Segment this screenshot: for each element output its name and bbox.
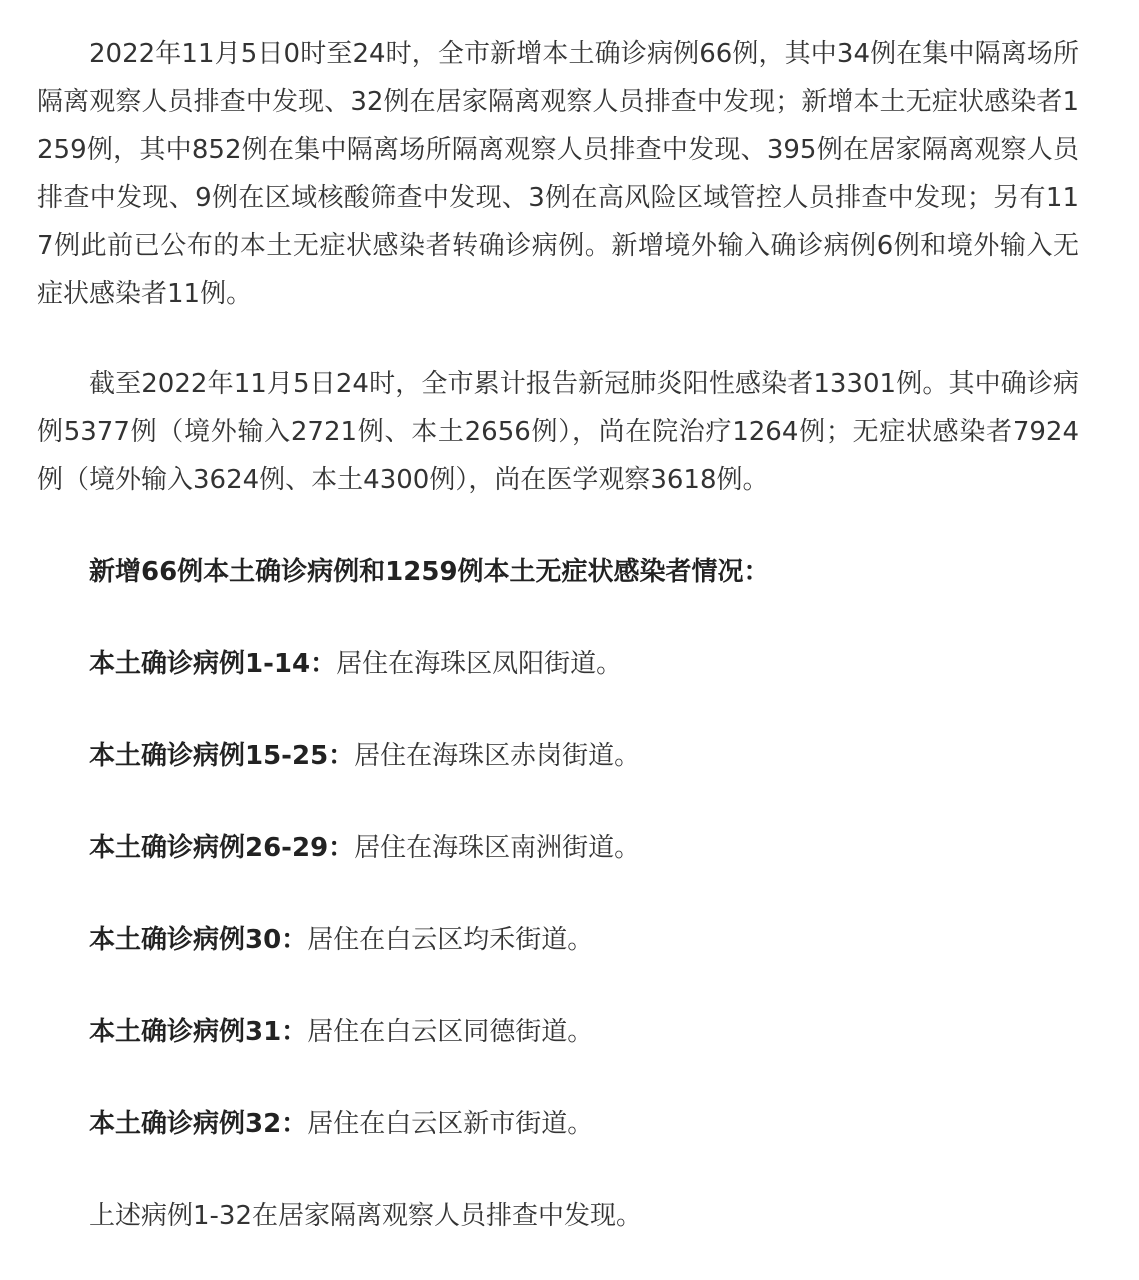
case-item bbox=[37, 732, 1079, 780]
case-label: 本土确诊病例26-29： bbox=[89, 833, 355, 863]
case-label: 本土确诊病例1-14： bbox=[89, 649, 337, 679]
case-item bbox=[37, 1008, 1079, 1056]
footer-note: 上述病例1-32在居家隔离观察人员排查中发现。 bbox=[89, 1201, 643, 1231]
case-item bbox=[37, 640, 1079, 688]
case-location: 居住在白云区新市街道。 bbox=[307, 1109, 594, 1139]
case-location: 居住在海珠区凤阳街道。 bbox=[336, 649, 623, 679]
case-location: 居住在海珠区赤岗街道。 bbox=[354, 741, 641, 771]
case-item bbox=[37, 1100, 1079, 1148]
case-label: 本土确诊病例32： bbox=[89, 1109, 308, 1139]
case-location: 居住在白云区均禾街道。 bbox=[307, 925, 594, 955]
article-body bbox=[37, 30, 1079, 1240]
daily-summary-paragraph: 2022年11月5日0时至24时，全市新增本土确诊病例66例，其中34例在集中隔离场所隔离观察人员排查中发现、32例在居家隔离观察人员排查中发现；新增本土无症状感染者1259例，其中852例在集中隔离场所隔离观察人员排查中发现、395例在居家隔离观察人员排查中发现、9例在区域核酸筛查中发现、3例在高风险区域管控人员排查中发现；另有117例此前已公布的本土无症状感染者转确诊病例。新增境外输入确诊病例6例和境外输入无症状感染者11例。 bbox=[37, 39, 1079, 309]
case-item bbox=[37, 824, 1079, 872]
case-label: 本土确诊病例30： bbox=[89, 925, 308, 955]
case-location: 居住在白云区同德街道。 bbox=[307, 1017, 594, 1047]
cumulative-summary-paragraph: 截至2022年11月5日24时，全市累计报告新冠肺炎阳性感染者13301例。其中确诊病例5377例（境外输入2721例、本土2656例），尚在院治疗1264例；无症状感染者7924例（境外输入3624例、本土4300例），尚在医学观察3618例。 bbox=[37, 369, 1079, 495]
case-item bbox=[37, 916, 1079, 964]
section-heading: 新增66例本土确诊病例和1259例本土无症状感染者情况： bbox=[89, 557, 770, 587]
case-label: 本土确诊病例15-25： bbox=[89, 741, 355, 771]
case-label: 本土确诊病例31： bbox=[89, 1017, 308, 1047]
case-location: 居住在海珠区南洲街道。 bbox=[354, 833, 641, 863]
